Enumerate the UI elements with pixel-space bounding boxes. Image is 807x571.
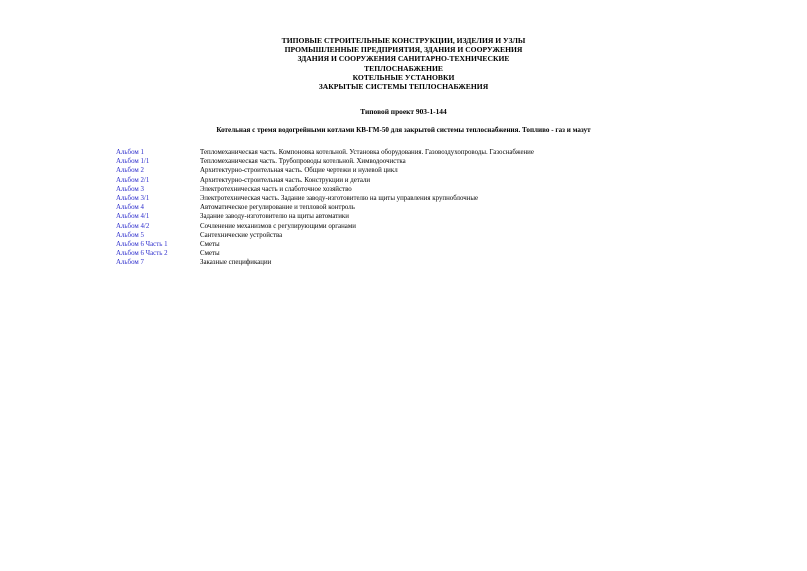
album-link[interactable]: Альбом 4/2 (116, 222, 150, 230)
project-number: Типовой проект 903-1-144 (360, 107, 447, 116)
classification-heading (0, 36, 807, 91)
album-description: Электротехническая часть и слаботочное хозяйство (200, 185, 352, 193)
album-description: Заказные спецификации (200, 259, 272, 267)
album-description: Тепломеханическая часть. Компоновка котельной. Установка оборудования. Газовоздухопроводы. Газоснабжение (200, 149, 534, 156)
album-list (116, 148, 776, 267)
album-description: Архитектурно-строительная часть. Конструкции и детали (200, 176, 371, 184)
album-row (116, 176, 776, 185)
album-link[interactable]: Альбом 6 Часть 2 (116, 250, 168, 258)
album-row (116, 222, 776, 231)
album-description: Сочленение механизмов с регулирующими органами (200, 222, 356, 230)
album-link[interactable]: Альбом 7 (116, 259, 144, 267)
album-row (116, 166, 776, 175)
album-link[interactable]: Альбом 4 (116, 204, 144, 212)
album-description: Задание заводу-изготовителю на щиты автоматики (200, 213, 349, 221)
album-row (116, 240, 776, 249)
album-link[interactable]: Альбом 6 Часть 1 (116, 240, 168, 248)
album-link[interactable]: Альбом 4/1 (116, 213, 150, 221)
heading-line: ТЕПЛОСНАБЖЕНИЕ (364, 63, 443, 73)
heading-line: КОТЕЛЬНЫЕ УСТАНОВКИ (352, 72, 455, 82)
album-description: Тепломеханическая часть. Трубопроводы котельной. Химводоочистка (200, 158, 406, 166)
heading-line: ТИПОВЫЕ СТРОИТЕЛЬНЫЕ КОНСТРУКЦИИ, ИЗДЕЛИЯ И УЗЛЫ (281, 36, 526, 45)
project-title: Котельная с тремя водогрейными котлами КВ-ГМ-50 для закрытой системы теплоснабжения. Топливо - газ и мазут (216, 126, 591, 134)
album-description: Сметы (200, 250, 220, 258)
album-link[interactable]: Альбом 1 (116, 149, 144, 156)
album-link[interactable]: Альбом 3 (116, 185, 144, 193)
album-description: Сметы (200, 240, 220, 248)
album-row (116, 249, 776, 258)
album-link[interactable]: Альбом 3/1 (116, 194, 150, 202)
heading-line: ПРОМЫШЛЕННЫЕ ПРЕДПРИЯТИЯ, ЗДАНИЯ И СООРУЖЕНИЯ (284, 45, 523, 55)
album-description: Архитектурно-строительная часть. Общие чертежи и нулевой цикл (200, 167, 398, 175)
album-description: Электротехническая часть. Задание заводу-изготовителю на щиты управления крупноблочные (200, 194, 479, 202)
album-row (116, 212, 776, 221)
album-description: Сантехнические устройства (200, 231, 283, 239)
heading-line: ЗАКРЫТЫЕ СИСТЕМЫ ТЕПЛОСНАБЖЕНИЯ (318, 82, 489, 92)
album-link[interactable]: Альбом 2 (116, 167, 144, 175)
album-row (116, 148, 776, 157)
album-row (116, 157, 776, 166)
album-link[interactable]: Альбом 5 (116, 231, 144, 239)
album-row (116, 194, 776, 203)
album-row (116, 231, 776, 240)
album-row (116, 258, 776, 267)
heading-line: ЗДАНИЯ И СООРУЖЕНИЯ САНИТАРНО-ТЕХНИЧЕСКИЕ (297, 54, 510, 64)
album-link[interactable]: Альбом 2/1 (116, 176, 150, 184)
album-row (116, 203, 776, 212)
album-description: Автоматическое регулирование и тепловой контроль (200, 204, 355, 212)
album-link[interactable]: Альбом 1/1 (116, 158, 150, 166)
album-row (116, 185, 776, 194)
